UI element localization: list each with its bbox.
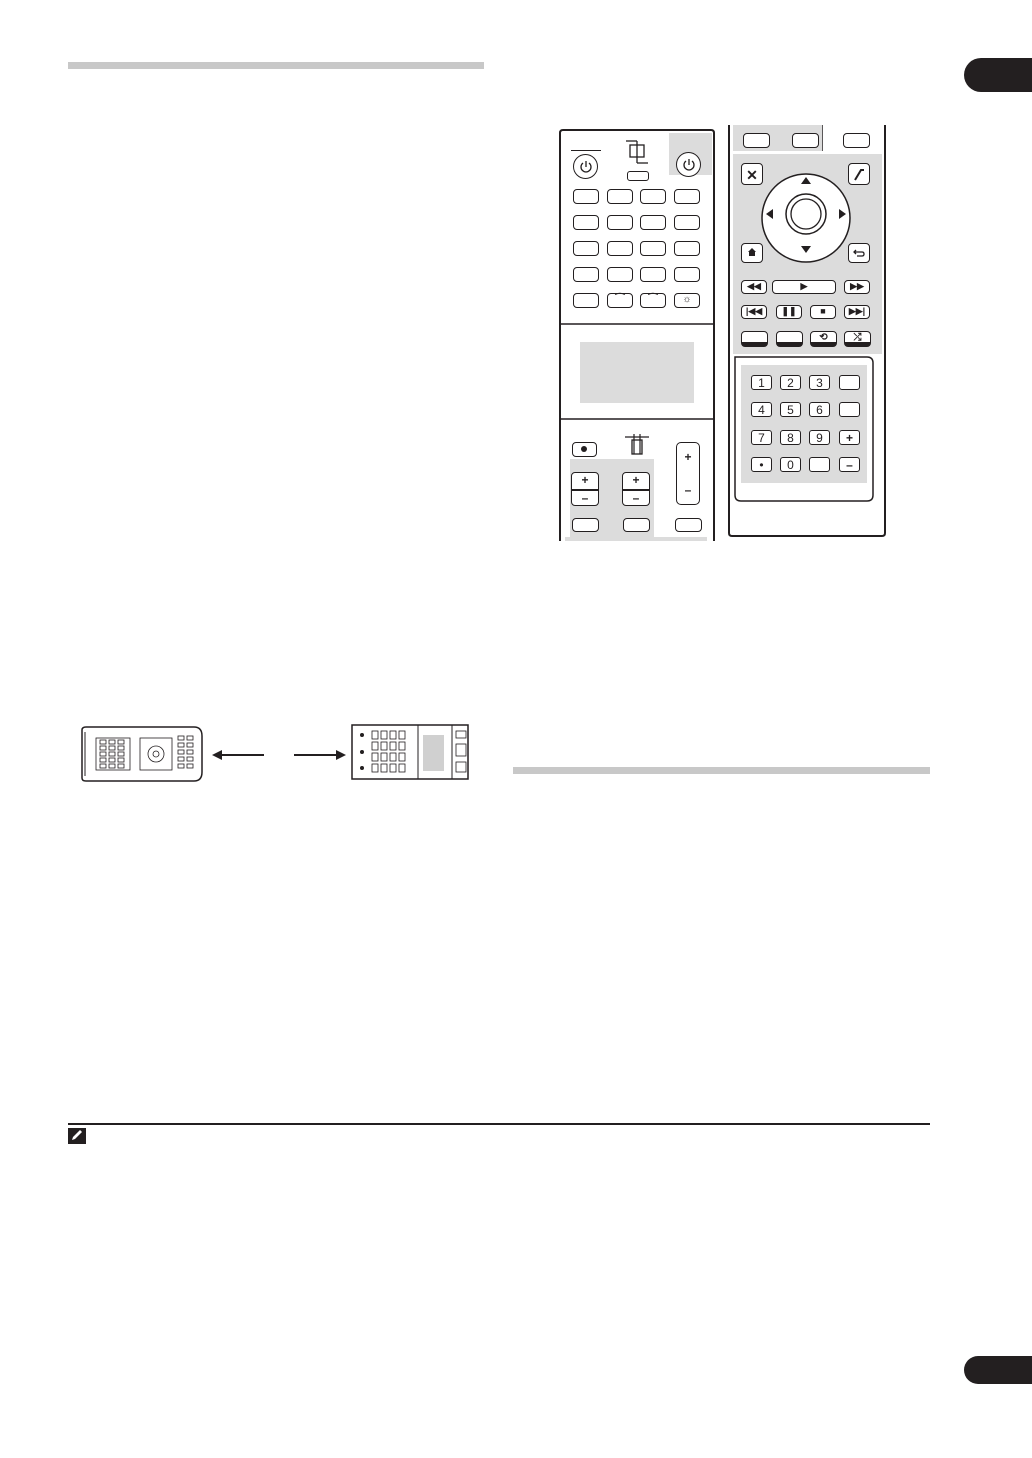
power-icon — [579, 160, 593, 174]
keypad-key[interactable] — [839, 375, 860, 390]
shuffle-icon: ⤮ — [853, 332, 862, 343]
keypad-key[interactable] — [839, 402, 860, 417]
remote-left-panel — [559, 129, 715, 541]
stop-icon: ■ — [820, 306, 826, 316]
input-select-button[interactable] — [640, 215, 666, 230]
remote-front-view-illustration — [350, 724, 472, 780]
input-select-button[interactable] — [640, 189, 666, 204]
pause-icon: ❚❚ — [781, 306, 797, 316]
home-icon — [747, 247, 757, 257]
keypad-key-label: 6 — [816, 403, 823, 417]
volume-plus: + — [684, 450, 692, 464]
keypad-key-label: 7 — [758, 431, 765, 445]
repeat-icon: ⟲ — [819, 332, 828, 343]
input-select-button[interactable] — [607, 189, 633, 204]
volume-minus: – — [684, 483, 692, 497]
arrow-left-icon — [212, 750, 264, 760]
bottom-button-3[interactable] — [675, 518, 702, 532]
input-select-button[interactable] — [607, 241, 633, 256]
top-button-1[interactable] — [743, 133, 770, 148]
input-select-button[interactable] — [573, 241, 599, 256]
input-select-button[interactable] — [573, 189, 599, 204]
color-button-1[interactable] — [741, 331, 768, 347]
input-select-button[interactable] — [607, 215, 633, 230]
keypad-key-label: – — [846, 458, 853, 472]
page-number-tab — [964, 1356, 1032, 1384]
tools-icon — [853, 167, 865, 181]
double-arrow-icon — [624, 434, 650, 456]
lcd-display — [580, 342, 694, 403]
input-select-button[interactable] — [640, 267, 666, 282]
input-select-button[interactable] — [573, 267, 599, 282]
input-select-button[interactable] — [573, 293, 599, 308]
curve-left-icon: ⌒ — [615, 294, 625, 305]
input-select-button[interactable] — [573, 215, 599, 230]
left-rocker-minus: – — [581, 491, 589, 505]
chapter-tab — [964, 58, 1032, 92]
input-select-button[interactable] — [640, 241, 666, 256]
close-icon: ✕ — [746, 167, 758, 183]
keypad-key-label: 8 — [787, 431, 794, 445]
remote-right-panel — [728, 125, 886, 537]
mode-button[interactable] — [627, 171, 649, 181]
middle-rocker-plus: + — [632, 473, 640, 487]
play-icon: ▶ — [800, 281, 808, 291]
dpad-ring[interactable] — [760, 172, 852, 264]
fast-forward-icon: ▶▶ — [850, 281, 864, 291]
mute-icon — [580, 445, 588, 453]
input-select-button[interactable] — [674, 189, 700, 204]
input-select-button[interactable] — [674, 267, 700, 282]
curve-right-icon: ⌒ — [648, 294, 658, 305]
mode-switch-icon — [624, 139, 650, 165]
keypad-key-label: 4 — [758, 403, 765, 417]
color-button-2[interactable] — [776, 331, 803, 347]
keypad-key-label: 5 — [787, 403, 794, 417]
keypad-key-label: 3 — [816, 376, 823, 390]
keypad-key[interactable] — [809, 457, 830, 472]
return-icon — [853, 248, 865, 258]
input-select-button[interactable] — [607, 267, 633, 282]
middle-rocker-minus: – — [632, 491, 640, 505]
top-button-3[interactable] — [843, 133, 870, 148]
bottom-strip-shade — [565, 537, 707, 541]
input-select-button[interactable] — [674, 241, 700, 256]
keypad-key-label: • — [759, 458, 764, 472]
light-icon: ☼ — [682, 294, 692, 305]
label-underline — [571, 150, 601, 151]
keypad-key-label: + — [845, 431, 853, 445]
section-rule-right — [513, 767, 930, 774]
keypad-key-label: 9 — [816, 431, 823, 445]
remote-side-view-illustration — [80, 726, 204, 782]
notes-rule — [68, 1123, 930, 1125]
input-select-button[interactable] — [674, 215, 700, 230]
prev-track-icon: |◀◀ — [745, 306, 763, 316]
rewind-icon: ◀◀ — [747, 281, 761, 291]
keypad-key-label: 1 — [758, 376, 765, 390]
next-track-icon: ▶▶| — [848, 306, 866, 316]
bottom-button-2[interactable] — [623, 518, 650, 532]
keypad-key-label: 0 — [787, 458, 794, 472]
left-rocker-plus: + — [581, 473, 589, 487]
arrow-right-icon — [294, 750, 346, 760]
bottom-button-1[interactable] — [572, 518, 599, 532]
pencil-note-icon — [68, 1128, 86, 1144]
power-icon — [682, 158, 696, 172]
section-rule-top-left — [68, 62, 484, 69]
keypad-key-label: 2 — [787, 376, 794, 390]
top-button-2[interactable] — [792, 133, 819, 148]
